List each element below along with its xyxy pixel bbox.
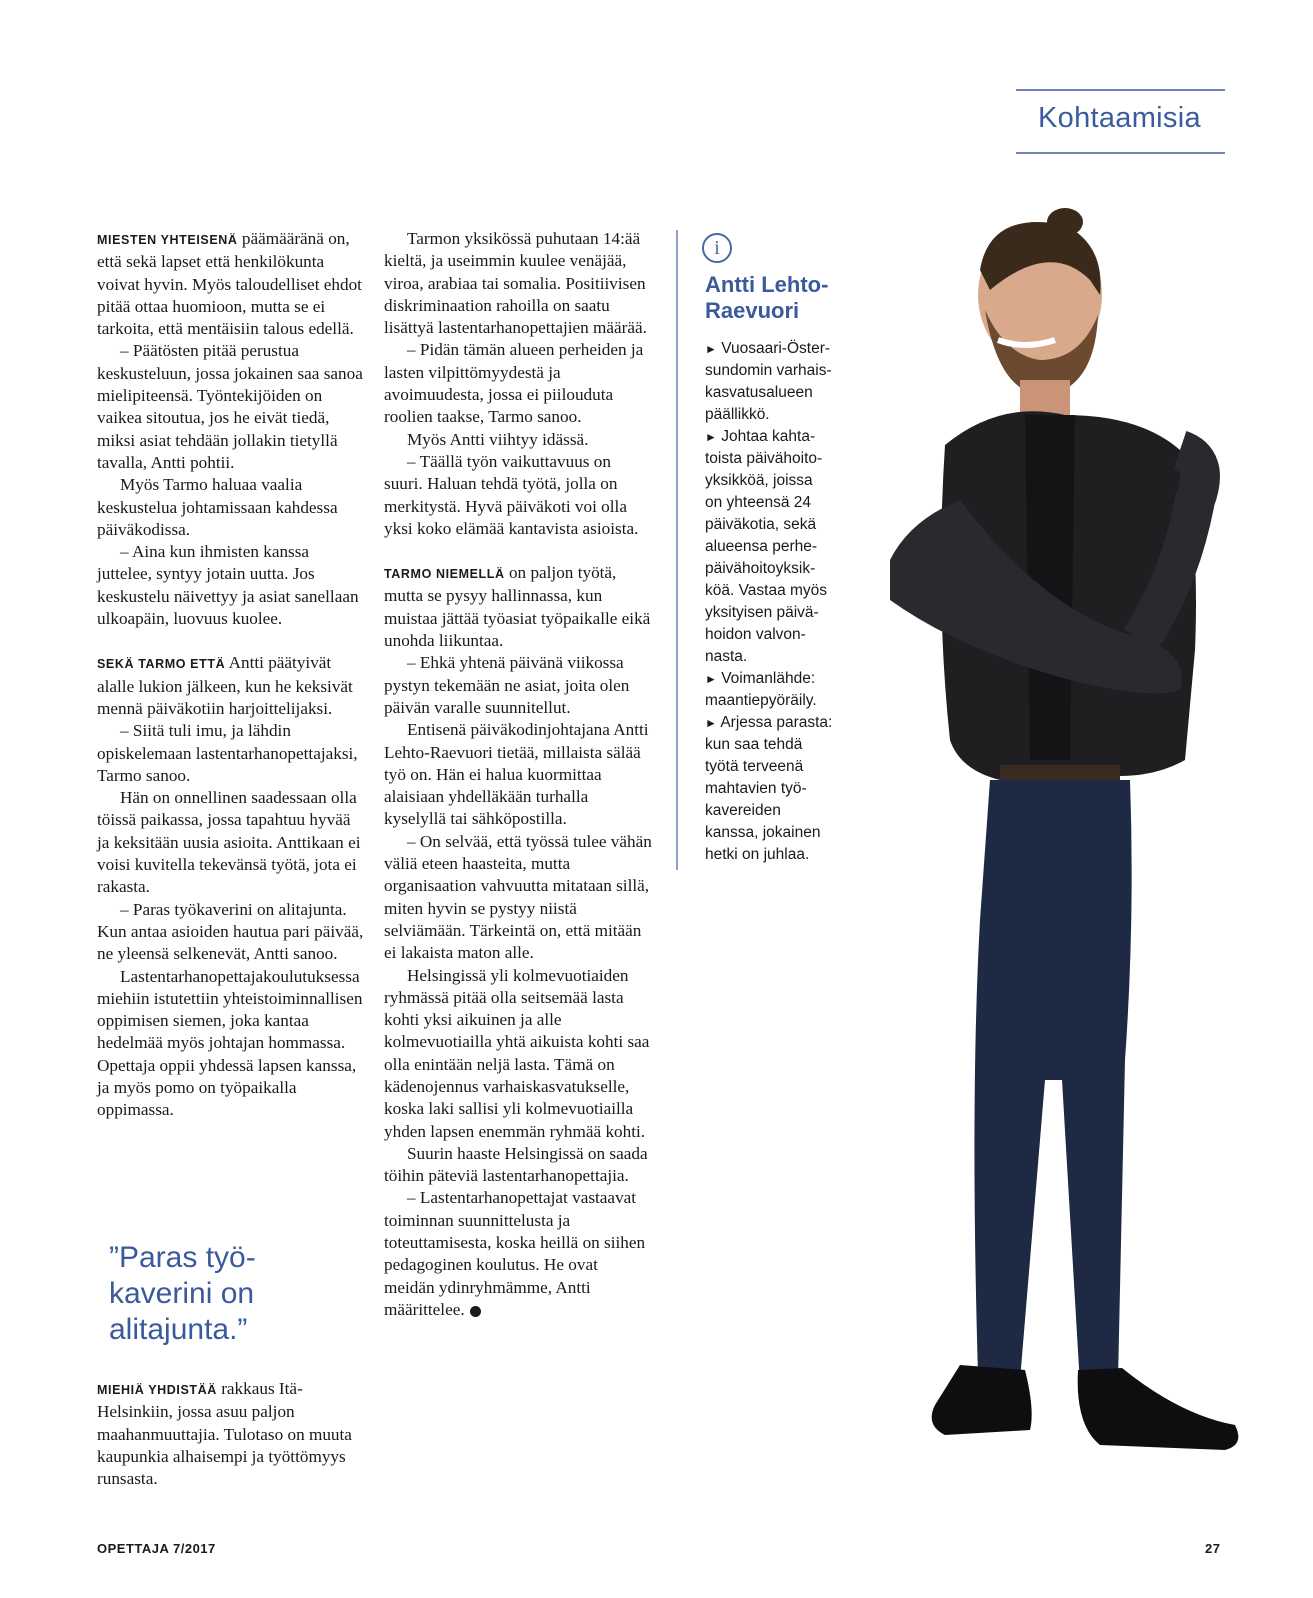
infobox-item bbox=[705, 668, 865, 712]
paragraph: – Päätösten pitää perustua keskusteluun, jossa jokainen saa sanoa mielipiteensä. Työntekijöiden on vaikea sitoutua, jos he eivät tiedä, miksi asiat tehdään jollakin tietyllä tavalla, Antti pohtii. bbox=[97, 341, 363, 472]
paragraph-text: rakkaus Itä-Helsinkiin, jossa asuu paljon maahanmuuttajia. Tulotaso on muuta kaupunkia alhaisempi ja työttömyys runsasta. bbox=[97, 1379, 352, 1489]
left-boot bbox=[932, 1365, 1032, 1435]
page-number: 27 bbox=[1205, 1541, 1221, 1556]
article-column-1-bottom bbox=[97, 1378, 365, 1490]
paragraph: Myös Antti viihtyy idässä. bbox=[407, 429, 589, 449]
paragraph: Entisenä päiväkodinjohtajana Antti Lehto-Raevuori tietää, millaista sälää työ on. Hän ei halua kuormittaa alaisiaan yhdelläkään turhalla kyselyllä tai sähköpostilla. bbox=[384, 720, 649, 829]
lead-in: MIEHIÄ YHDISTÄÄ bbox=[97, 1383, 217, 1397]
info-icon-glyph: i bbox=[714, 236, 720, 259]
article-column-1 bbox=[97, 228, 365, 1122]
person-photo bbox=[850, 200, 1280, 1500]
end-mark-icon bbox=[470, 1306, 481, 1317]
paragraph: Myös Tarmo haluaa vaalia keskustelua johtamissaan kahdessa päiväkodissa. bbox=[97, 475, 338, 539]
paragraph bbox=[384, 562, 652, 652]
paragraph-text: – Lastentarhanopettajat vastaavat toiminnan suunnittelusta ja toteuttamisesta, koska heillä on siihen pedagoginen koulutus. He ovat meidän ydinryhmämme, Antti määrittelee. bbox=[384, 1188, 646, 1319]
paragraph: – Paras työkaverini on alitajunta. Kun antaa asioiden hautua pari päivää, ne yleensä selkenevät, Antti sanoo. bbox=[97, 899, 364, 964]
paragraph-text: päämääränä on, että sekä lapset että henkilökunta voivat hyvin. Myös taloudelliset ehdot pitää ottaa huomioon, mutta se ei tarkoita, että mentäisiin talous edellä. bbox=[97, 229, 362, 339]
lead-in: MIESTEN YHTEISENÄ bbox=[97, 233, 238, 247]
infobox-item-text: Vuosaari-Öster- sundomin varhais- kasvatusalueen päällikkö. bbox=[705, 340, 832, 423]
bullet-icon: ► bbox=[705, 430, 717, 444]
infobox-item bbox=[705, 712, 865, 866]
paragraph: Helsingissä yli kolmevuotiaiden ryhmässä pitää olla seitsemää lasta kohti yksi aikuinen ja alle kolmevuotiailla yhtä aikuista kohti saa olla enintään neljä lasta. Tämä on kädenojennus varhaiskasvatukselle, koska laki sallisi yli kolmevuotiailla yhden lapsen enemmän ryhmää kohti. bbox=[384, 965, 650, 1141]
infobox-list bbox=[705, 338, 865, 866]
section-tag bbox=[1016, 89, 1225, 154]
jeans bbox=[974, 780, 1131, 1385]
bullet-icon: ► bbox=[705, 342, 717, 356]
infobox-item-text: Johtaa kahta- toista päivähoito- yksikköä, joissa on yhteensä 24 päiväkotia, sekä alueensa perhe- päivähoitoyksik- köä. Vastaa myös yksityisen päivä- hoidon valvon- nasta. bbox=[705, 428, 828, 665]
right-boot bbox=[1078, 1368, 1239, 1450]
paragraph: – Siitä tuli imu, ja lähdin opiskelemaan lastentarhanopettajaksi, Tarmo sanoo. bbox=[97, 721, 358, 785]
lead-in: TARMO NIEMELLÄ bbox=[384, 567, 505, 582]
infobox-item-text: Arjessa parasta: kun saa tehdä työtä terveenä mahtavien työ- kavereiden kanssa, jokainen hetki on juhlaa. bbox=[705, 714, 833, 863]
pull-quote: ”Paras työ- kaverini on alitajunta.” bbox=[109, 1241, 256, 1346]
info-icon bbox=[702, 233, 732, 263]
paragraph-text: Antti päätyivät alalle lukion jälkeen, kun he keksivät mennä päiväkotiin harjoittelijaksi. bbox=[97, 653, 353, 718]
section-title: Kohtaamisia bbox=[1038, 102, 1201, 134]
paragraph-text: on paljon työtä, mutta se pysyy hallinnassa, kun muistaa jättää työasiat työpaikalle eikä unohda liikuntaa. bbox=[384, 563, 651, 651]
paragraph: – On selvää, että työssä tulee vähän väliä eteen haasteita, mutta organisaation vahvuutta mitataan sillä, miten hyvin se pystyy niistä selviämään. Tärkeintä on, että mitään ei lakaista maton alle. bbox=[384, 831, 652, 963]
paragraph: – Aina kun ihmisten kanssa juttelee, syntyy jotain uutta. Jos keskustelu näivettyy ja asiat sanellaan ulkoapäin, luovuus kuolee. bbox=[97, 542, 359, 629]
paragraph: Lastentarhanopettajakoulutuksessa miehiin istutettiin yhteistoiminnallisen oppimisen siemen, joka kantaa hedelmää myös johtajan hommassa. Opettaja oppii yhdessä lapsen kanssa, ja myös pomo on työpaikalla oppimassa. bbox=[97, 966, 363, 1120]
infobox-item bbox=[705, 338, 865, 426]
paragraph bbox=[384, 1187, 652, 1321]
paragraph bbox=[97, 1378, 365, 1490]
infobox-item-text: Voimanlähde: maantiepyöräily. bbox=[705, 670, 817, 709]
bullet-icon: ► bbox=[705, 716, 717, 730]
lead-in: SEKÄ TARMO ETTÄ bbox=[97, 657, 226, 672]
paragraph: – Täällä työn vaikuttavuus on suuri. Haluan tehdä työtä, jolla on merkitystä. Hyvä päiväkoti voi olla yksi koko elämää kantavista asioista. bbox=[384, 451, 639, 538]
paragraph: – Ehkä yhtenä päivänä viikossa pystyn tekemään ne asiat, joita olen päivän varalle suunnitellut. bbox=[384, 653, 630, 717]
infobox-item bbox=[705, 426, 865, 668]
infobox bbox=[676, 230, 858, 870]
paragraph: Tarmon yksikössä puhutaan 14:ää kieltä, ja useimmin kuulee venäjää, viroa, arabiaa tai somalia. Positiivisen diskriminaation rahoilla on saatu lisättyä lastentarhanopettajien määrää. bbox=[384, 229, 647, 338]
paragraph: Hän on onnellinen saadessaan olla töissä paikassa, jossa tapahtuu hyvää ja keksitään uusia asioita. Anttikaan ei voisi kuvitella tekevänsä työtä, jota ei rakasta. bbox=[97, 788, 361, 897]
paragraph bbox=[97, 652, 365, 720]
infobox-name: Antti Lehto- Raevuori bbox=[705, 272, 829, 323]
paragraph: Suurin haaste Helsingissä on saada töihin päteviä lastentarhanopettajia. bbox=[384, 1143, 648, 1186]
paragraph bbox=[97, 228, 365, 340]
footer-magazine: OPETTAJA 7/2017 bbox=[97, 1541, 216, 1556]
bullet-icon: ► bbox=[705, 672, 717, 686]
article-column-2 bbox=[384, 228, 652, 1321]
paragraph: – Pidän tämän alueen perheiden ja lasten vilpittömyydestä ja avoimuudesta, jossa ei piilouduta roolien taakse, Tarmo sanoo. bbox=[384, 340, 644, 427]
